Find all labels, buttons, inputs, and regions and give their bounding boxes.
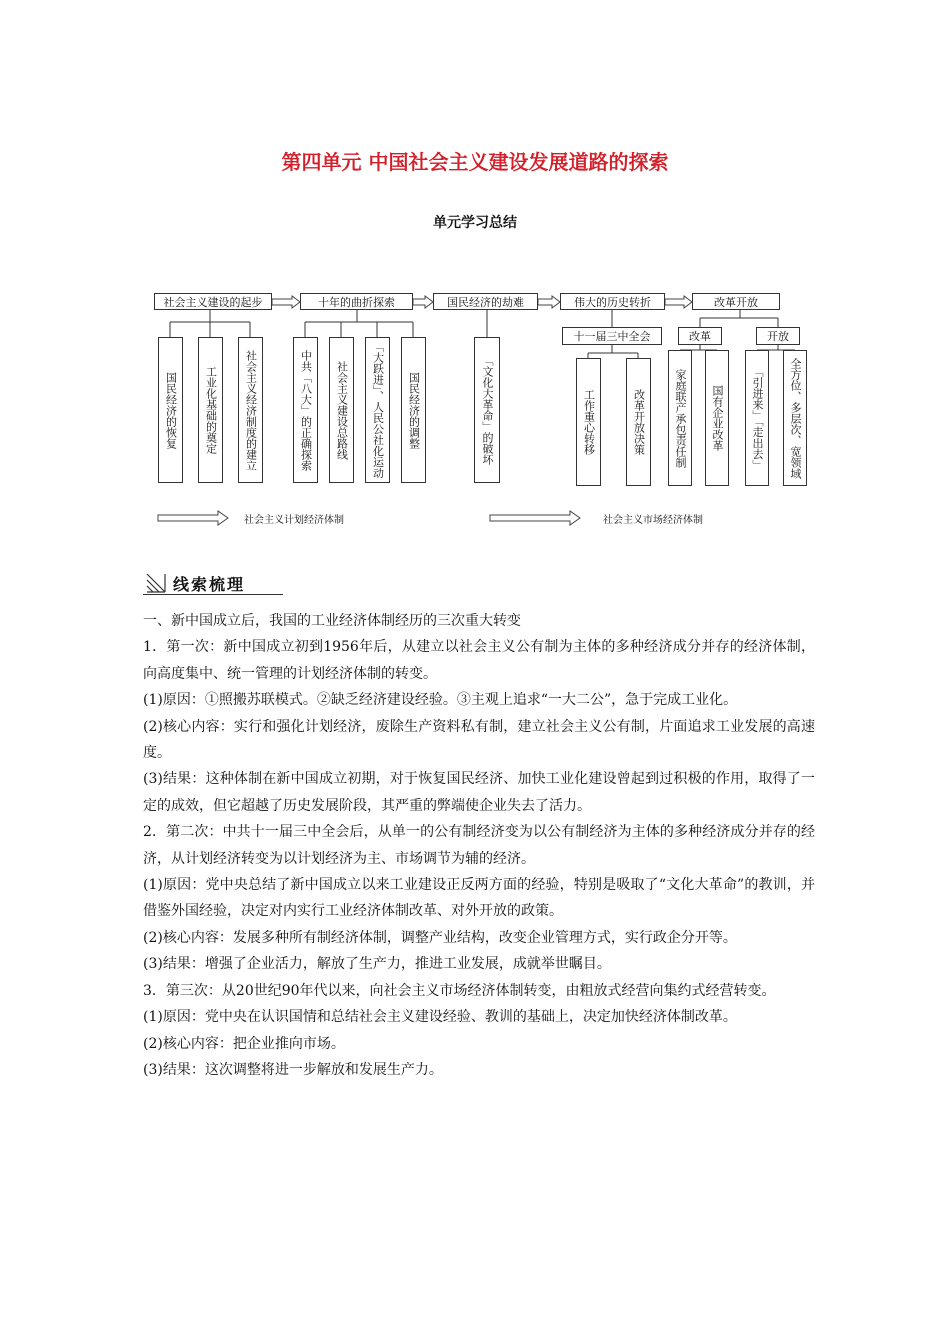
leaf-eighth-congress: 中共「八大」的正确探索 (293, 337, 318, 483)
paragraph: (1)原因：①照搬苏联模式。②缺乏经济建设经验。③主观上追求“一大二公”，急于完成工业化。 (143, 692, 738, 709)
paragraph: 2．第二次：中共十一届三中全会后，从单一的公有制经济变为以公有制经济为主体的多种经济成分并存的经济，从计划经济转变为以计划经济为主、市场调节为辅的经济。 (143, 824, 815, 867)
paragraph: (3)结果：这次调整将进一步解放和发展生产力。 (143, 1061, 443, 1078)
box-ten-years-exploration: 十年的曲折探索 (300, 293, 413, 310)
hollow-arrow (272, 296, 300, 308)
leaf-cultural-revolution: 「文化大革命」的破坏 (474, 337, 500, 483)
page-title: 第四单元 中国社会主义建设发展道路的探索 (281, 150, 669, 174)
hollow-arrow (665, 296, 692, 308)
leaf-great-leap: 「大跃进」、人民公社化运动 (365, 337, 390, 483)
section-heading-label: 线索梳理 (173, 575, 246, 594)
box-historic-turn: 伟大的历史转折 (560, 293, 665, 310)
leaf-economic-adjustment: 国民经济的调整 (401, 337, 426, 483)
page-subtitle: 单元学习总结 (433, 215, 517, 231)
leaf-soe-reform: 国有企业改革 (705, 350, 729, 486)
box-third-plenum: 十一届三中全会 (562, 327, 662, 345)
hollow-arrow (158, 511, 228, 525)
paragraph: (3)结果：这种体制在新中国成立初期，对于恢复国民经济、加快工业化建设曾起到过积极的作用，取得了一定的成效，但它超越了历史发展阶段，其严重的弊端使企业失去了活力。 (143, 771, 815, 814)
section-heading (143, 570, 283, 596)
hollow-arrow (490, 511, 580, 525)
leaf-socialist-system: 社会主义经济制度的建立 (238, 337, 263, 483)
leaf-economy-recovery: 国民经济的恢复 (158, 337, 183, 483)
box-economic-disaster: 国民经济的劫难 (433, 293, 538, 310)
hollow-arrow (413, 296, 433, 308)
paragraph: (2)核心内容：实行和强化计划经济，废除生产资料私有制，建立社会主义公有制，片面追求工业发展的高速度。 (143, 718, 815, 762)
diagonal-stripe-icon (145, 572, 167, 594)
flow-label-planned-economy: 社会主义计划经济体制 (244, 515, 344, 526)
leaf-reform-decision: 改革开放决策 (626, 358, 651, 486)
paragraph: (3)结果：增强了企业活力，解放了生产力，推进工业发展，成就举世瞩目。 (143, 956, 611, 973)
leaf-general-line: 社会主义建设总路线 (329, 337, 354, 483)
hollow-arrow (538, 296, 560, 308)
paragraph: (2)核心内容：发展多种所有制经济体制，调整产业结构，改变企业管理方式，实行政企分开等。 (143, 929, 737, 946)
box-opening: 开放 (756, 327, 800, 345)
body-text (143, 608, 815, 1083)
flow-label-market-economy: 社会主义市场经济体制 (603, 515, 703, 526)
paragraph: (2)核心内容：把企业推向市场。 (143, 1035, 345, 1052)
box-reform-opening: 改革开放 (692, 293, 780, 310)
leaf-work-focus-shift: 工作重心转移 (576, 358, 601, 486)
paragraph: (1)原因：党中央总结了新中国成立以来工业建设正反两方面的经验，特别是吸取了“文化大革命”的教训，并借鉴外国经验，决定对内实行工业经济体制改革、对外开放的政策。 (143, 877, 815, 920)
leaf-bring-in-go-out: 「引进来」「走出去」 (745, 350, 769, 486)
paragraph: 3．第三次：从20世纪90年代以来，向社会主义市场经济体制转变，由粗放式经营向集约式经营转变。 (143, 982, 776, 999)
box-start-construction: 社会主义建设的起步 (154, 293, 272, 310)
paragraph: 1．第一次：新中国成立初到1956年后，从建立以社会主义公有制为主体的多种经济成分并存的经济体制，向高度集中、统一管理的计划经济体制的转变。 (143, 639, 815, 682)
paragraph: (1)原因：党中央在认识国情和总结社会主义建设经验、教训的基础上，决定加快经济体制改革。 (143, 1009, 737, 1026)
paragraph: 一、新中国成立后，我国的工业经济体制经历的三次重大转变 (143, 613, 521, 629)
section-heading-rule (143, 594, 283, 595)
leaf-household-responsibility: 家庭联产承包责任制 (668, 350, 692, 486)
box-reform: 改革 (678, 327, 722, 345)
leaf-all-round-opening: 全方位、多层次、宽领域 (783, 350, 807, 486)
leaf-industrial-foundation: 工业化基础的奠定 (198, 337, 223, 483)
